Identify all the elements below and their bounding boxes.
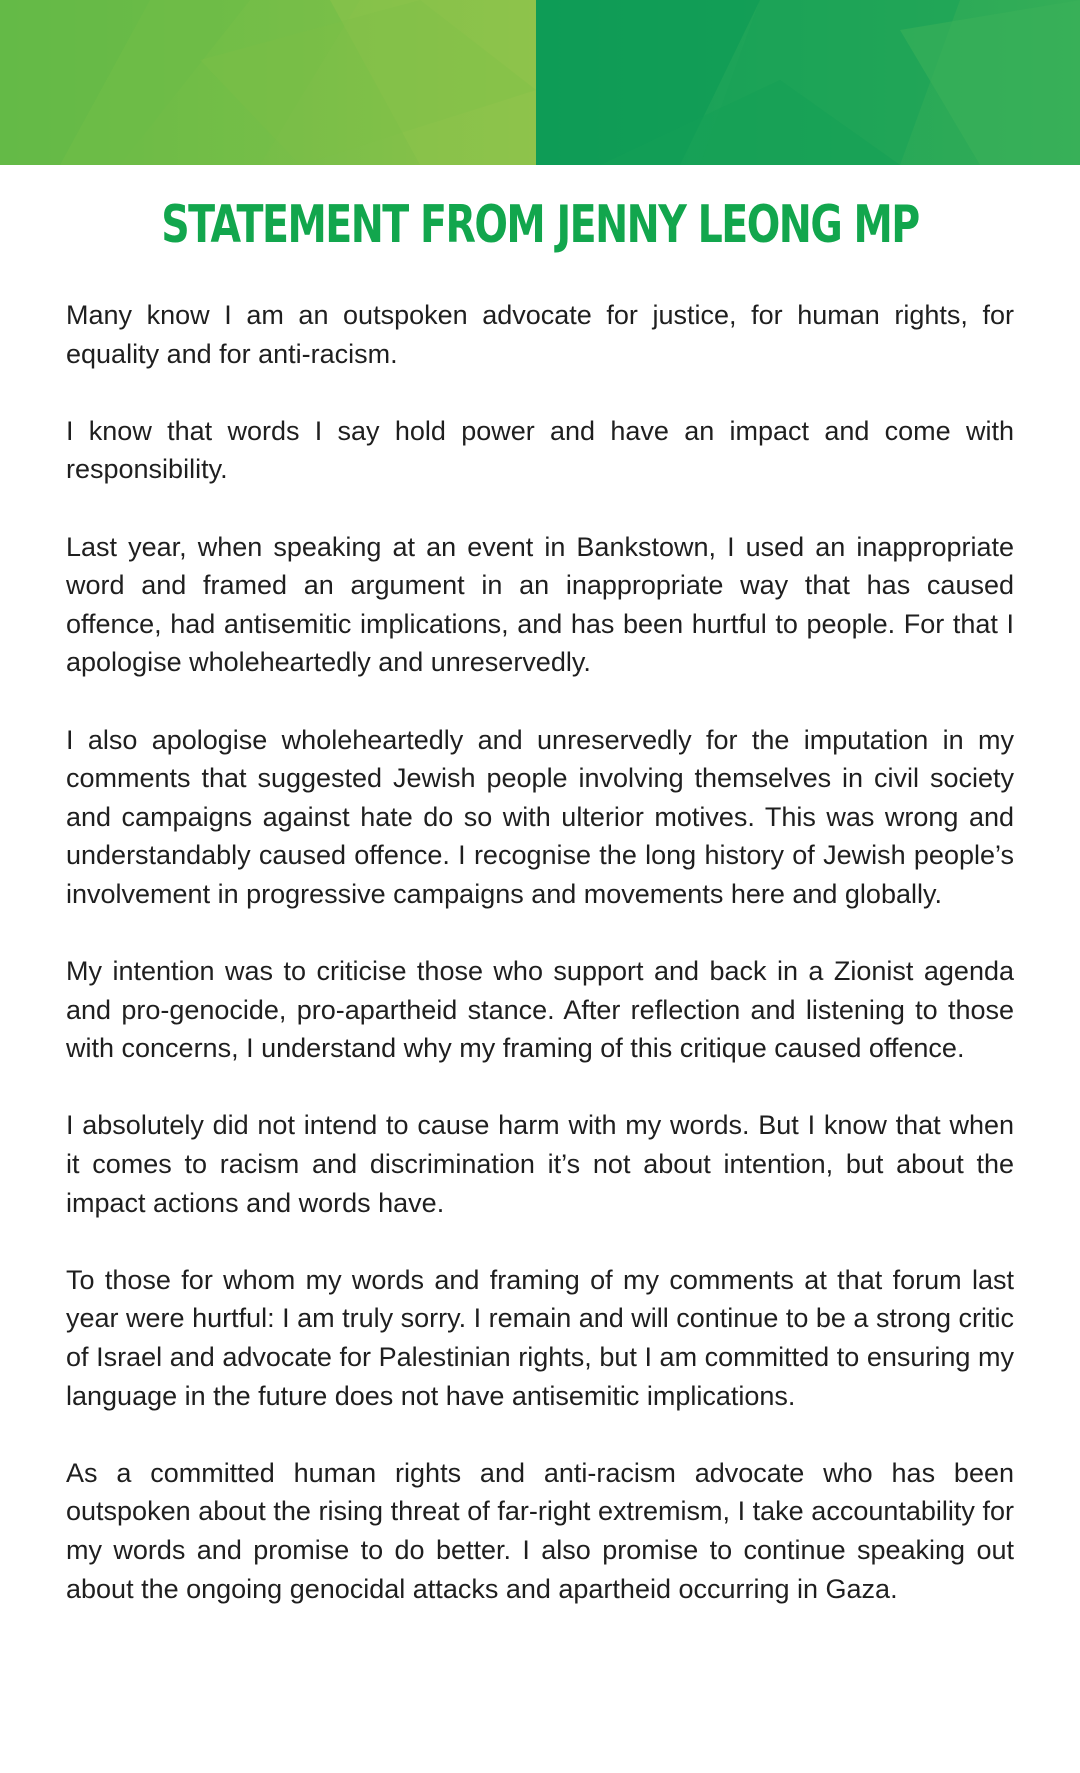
paragraph: I know that words I say hold power and have an impact and come with responsibility.	[66, 415, 1014, 485]
page-title: STATEMENT FROM JENNY LEONG MP	[161, 195, 919, 255]
paragraph: I also apologise wholeheartedly and unreservedly for the imputation in my comments that suggested Jewish people involving themselves in civil society and campaigns against hate do so with ulterior motives. This was wrong and understandably caused offence. I recognise the long history of Jewish people’s involvement in progressive campaigns and movements here and globally.	[66, 724, 1014, 909]
paragraph: Last year, when speaking at an event in Bankstown, I used an inappropriate word and framed an argument in an inappropriate way that has caused offence, had antisemitic implications, and has been hurtful to people. For that I apologise wholeheartedly and unreservedly.	[66, 531, 1014, 678]
statement-body	[66, 296, 1014, 1608]
paragraph: To those for whom my words and framing of my comments at that forum last year were hurtful: I am truly sorry. I remain and will continue to be a strong critic of Israel and advocate for Palestinian rights, but I am committed to ensuring my language in the future does not have antisemitic implications.	[66, 1264, 1014, 1411]
header-banner	[0, 0, 1080, 165]
paragraph: My intention was to criticise those who support and back in a Zionist agenda and pro-genocide, pro-apartheid stance. After reflection and listening to those with concerns, I understand why my framing of this critique caused offence.	[66, 956, 1014, 1064]
paragraph: I absolutely did not intend to cause harm with my words. But I know that when it comes to racism and discrimination it’s not about intention, but about the impact actions and words have.	[66, 1110, 1014, 1218]
paragraph: Many know I am an outspoken advocate for justice, for human rights, for equality and for anti-racism.	[66, 300, 1014, 369]
banner-graphic	[0, 0, 1080, 165]
paragraph: As a committed human rights and anti-racism advocate who has been outspoken about the rising threat of far-right extremism, I take accountability for my words and promise to do better. I also promise to continue speaking out about the ongoing genocidal attacks and apartheid occurring in Gaza.	[66, 1457, 1014, 1604]
